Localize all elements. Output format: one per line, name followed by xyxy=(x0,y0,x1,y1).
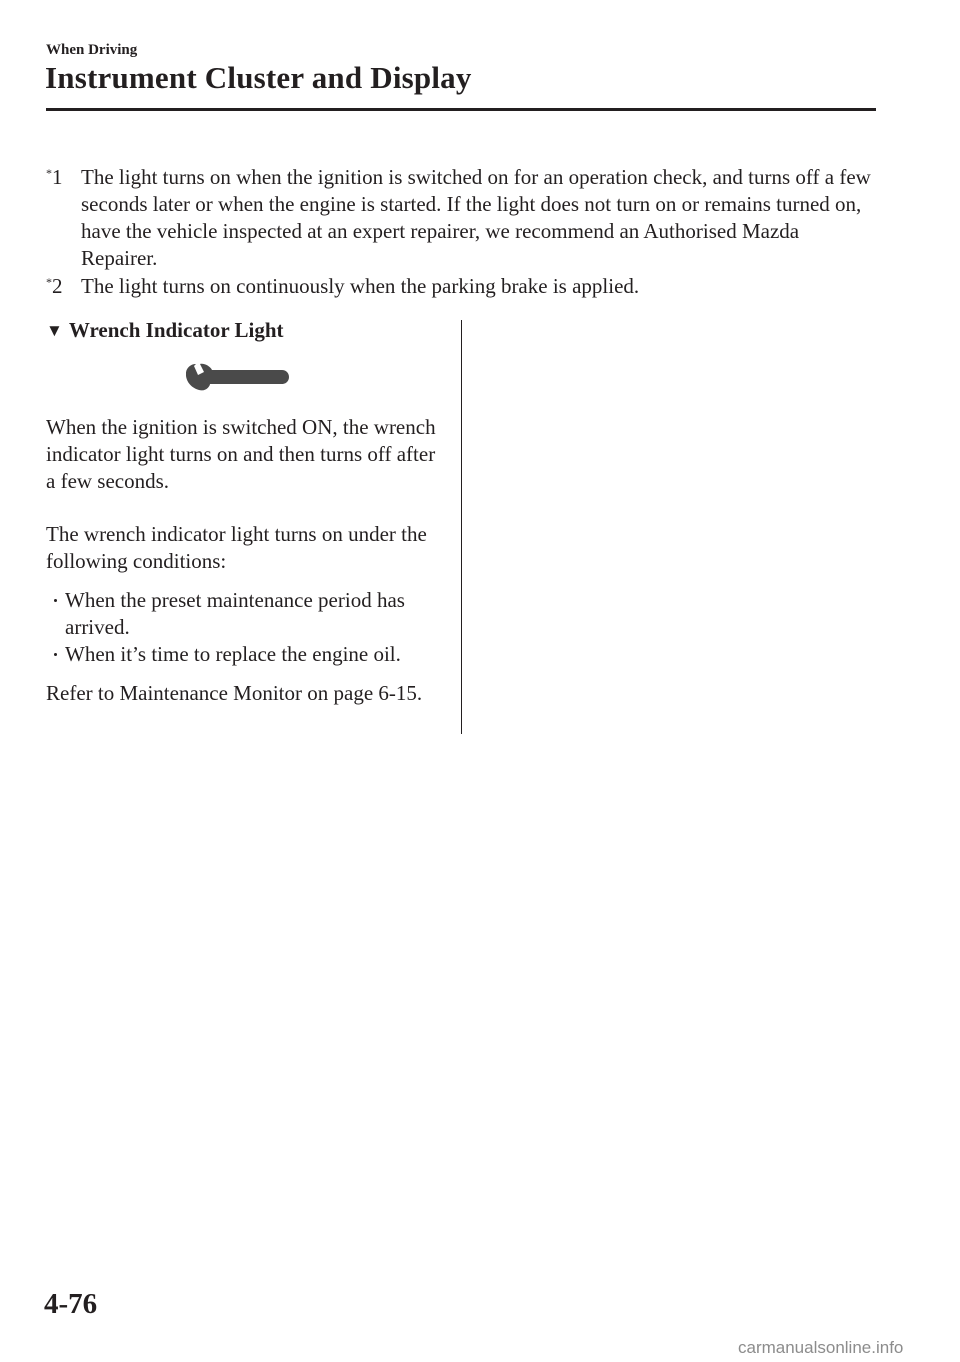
watermark: carmanualsonline.info xyxy=(738,1338,904,1357)
section-heading-label: Wrench Indicator Light xyxy=(68,318,284,342)
footnote-marker: *2 xyxy=(46,274,63,298)
conditions-list xyxy=(46,587,446,668)
footnote-1 xyxy=(46,164,876,272)
list-item: When it’s time to replace the engine oil. xyxy=(46,641,446,668)
footnote-text: The light turns on continuously when the parking brake is applied. xyxy=(81,274,640,298)
footnote-text: The light turns on when the ignition is switched on for an operation check, and turns off a few seconds later or when the engine is started. If the light does not turn on or remains turned on, have the vehicle inspected at an expert repairer, we recommend an Authorised Mazda Repairer. xyxy=(81,165,871,270)
footnote-marker: *1 xyxy=(46,165,63,189)
page-reference: Refer to Maintenance Monitor on page 6-15. xyxy=(46,681,423,705)
bullet-icon xyxy=(54,653,57,656)
footnote-2 xyxy=(46,273,876,300)
page-number: 4-76 xyxy=(44,1288,98,1320)
page-title: Instrument Cluster and Display xyxy=(45,60,472,95)
section-heading xyxy=(46,318,284,343)
paragraph-ignition: When the ignition is switched ON, the wrench indicator light turns on and then turns off after a few seconds. xyxy=(46,415,436,493)
paragraph-conditions: The wrench indicator light turns on under the following conditions: xyxy=(46,522,427,573)
wrench-icon xyxy=(186,362,290,398)
section-label: When Driving xyxy=(46,42,138,58)
bullet-icon xyxy=(54,599,57,602)
title-divider xyxy=(46,108,876,111)
column-divider xyxy=(461,320,462,734)
triangle-icon: ▼ xyxy=(46,321,63,340)
list-item: When the preset maintenance period has arrived. xyxy=(46,587,446,641)
